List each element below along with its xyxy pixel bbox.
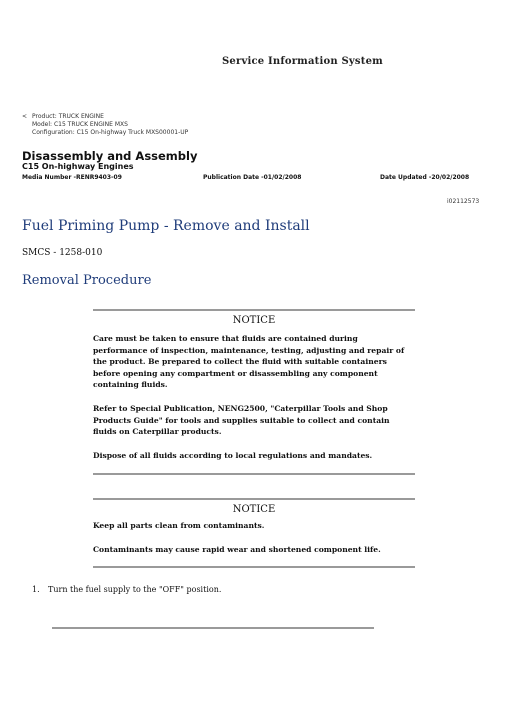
- publication-date: Publication Date -01/02/2008: [203, 174, 302, 181]
- configuration-line: Configuration: C15 On-highway Truck MXS00001-UP: [32, 129, 189, 136]
- notice-title: NOTICE: [232, 504, 276, 515]
- notice-top-rule: [93, 309, 415, 311]
- notice-top-rule: [93, 498, 415, 500]
- model-line: Model: C15 TRUCK ENGINE MXS: [32, 121, 128, 128]
- step-number: 1.: [32, 585, 40, 594]
- document-heading: Disassembly and Assembly: [22, 149, 198, 163]
- document-id: i02112573: [447, 198, 480, 205]
- article-title: Fuel Priming Pump - Remove and Install: [22, 218, 310, 234]
- back-arrow-icon[interactable]: <: [22, 113, 28, 120]
- smcs-code: SMCS - 1258-010: [22, 248, 103, 258]
- media-number: Media Number -RENR9403-09: [22, 174, 122, 181]
- step-text: Turn the fuel supply to the "OFF" position.: [48, 585, 222, 594]
- document-subheading: C15 On-highway Engines: [22, 162, 134, 171]
- notice-bottom-rule: [93, 473, 415, 475]
- product-line: Product: TRUCK ENGINE: [32, 113, 104, 120]
- notice-paragraph: Care must be taken to ensure that fluids are contained during performance of inspection, maintenance, testing, adjusting and repair of the product. Be prepared to collect the fluid with suitable containers before opening any compartment or disassembling any component containing fluids.: [93, 334, 405, 389]
- section-title: Removal Procedure: [22, 273, 152, 288]
- figure-rule: [52, 627, 374, 629]
- system-title: Service Information System: [222, 56, 383, 67]
- notice-paragraph: Contaminants may cause rapid wear and shortened component life.: [93, 545, 381, 554]
- notice-paragraph: Dispose of all fluids according to local regulations and mandates.: [93, 451, 373, 460]
- notice-bottom-rule: [93, 566, 415, 568]
- notice-paragraph: Keep all parts clean from contaminants.: [93, 521, 265, 530]
- notice-title: NOTICE: [232, 315, 276, 326]
- product-meta: [22, 113, 188, 137]
- date-updated: Date Updated -20/02/2008: [380, 174, 470, 181]
- notice-paragraph: Refer to Special Publication, NENG2500, "Caterpillar Tools and Shop Products Guide" for tools and supplies suitable to collect and contain fluids on Caterpillar products.: [93, 404, 390, 436]
- procedure-step: [32, 585, 221, 594]
